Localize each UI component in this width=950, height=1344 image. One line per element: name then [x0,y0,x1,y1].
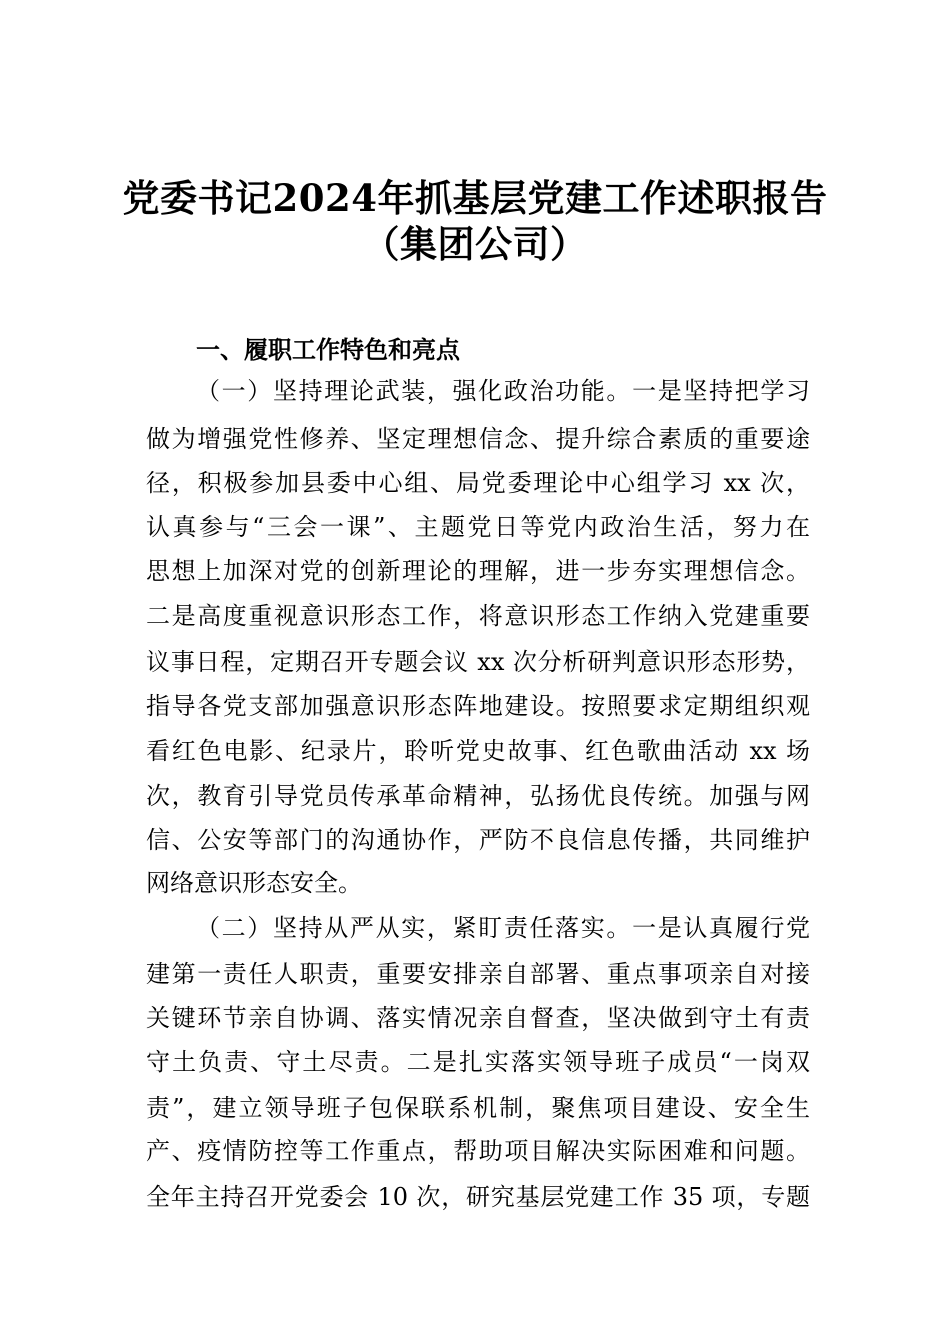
paragraph-1-line-11: 信、公安等部门的沟通协作，严防不良信息传播，共同维护 [146,826,810,854]
paragraph-1-line-1: （一）坚持理论武装，强化政治功能。一是坚持把学习 [196,377,810,405]
paragraph-1-line-9: 看红色电影、纪录片，聆听党史故事、红色歌曲活动 xx 场 [146,737,810,765]
paragraph-1-line-5: 思想上加深对党的创新理论的理解，进一步夯实理想信念。 [146,557,810,585]
paragraph-2-line-4: 守土负责、守土尽责。二是扎实落实领导班子成员“一岗双 [146,1048,810,1076]
paragraph-1-line-6: 二是高度重视意识形态工作，将意识形态工作纳入党建重要 [146,602,810,630]
paragraph-2-line-3: 关键环节亲自协调、落实情况亲自督查，坚决做到守土有责 [146,1004,810,1032]
paragraph-1-line-4: 认真参与“三会一课”、主题党日等党内政治生活，努力在 [146,513,810,541]
document-subtitle: （集团公司） [362,222,588,266]
paragraph-2-line-2: 建第一责任人职责，重要安排亲自部署、重点事项亲自对接 [146,960,810,988]
paragraph-1-line-2: 做为增强党性修养、坚定理想信念、提升综合素质的重要途 [146,425,810,453]
paragraph-2-line-1: （二）坚持从严从实，紧盯责任落实。一是认真履行党 [196,914,810,942]
paragraph-1-line-8: 指导各党支部加强意识形态阵地建设。按照要求定期组织观 [146,692,810,720]
paragraph-1-line-3: 径，积极参加县委中心组、局党委理论中心组学习 xx 次， [146,469,810,497]
paragraph-1-line-12: 网络意识形态安全。 [146,869,362,897]
paragraph-1-line-10: 次，教育引导党员传承革命精神，弘扬优良传统。加强与网 [146,782,810,810]
document-title: 党委书记2024年抓基层党建工作述职报告 [122,176,828,220]
paragraph-2-line-7: 全年主持召开党委会 10 次，研究基层党建工作 35 项，专题 [146,1183,810,1211]
paragraph-2-line-5: 责”，建立领导班子包保联系机制，聚焦项目建设、安全生 [146,1094,810,1122]
section-heading: 一、履职工作特色和亮点 [196,336,460,364]
paragraph-1-line-7: 议事日程，定期召开专题会议 xx 次分析研判意识形态形势， [146,648,810,676]
paragraph-2-line-6: 产、疫情防控等工作重点，帮助项目解决实际困难和问题。 [146,1137,810,1165]
